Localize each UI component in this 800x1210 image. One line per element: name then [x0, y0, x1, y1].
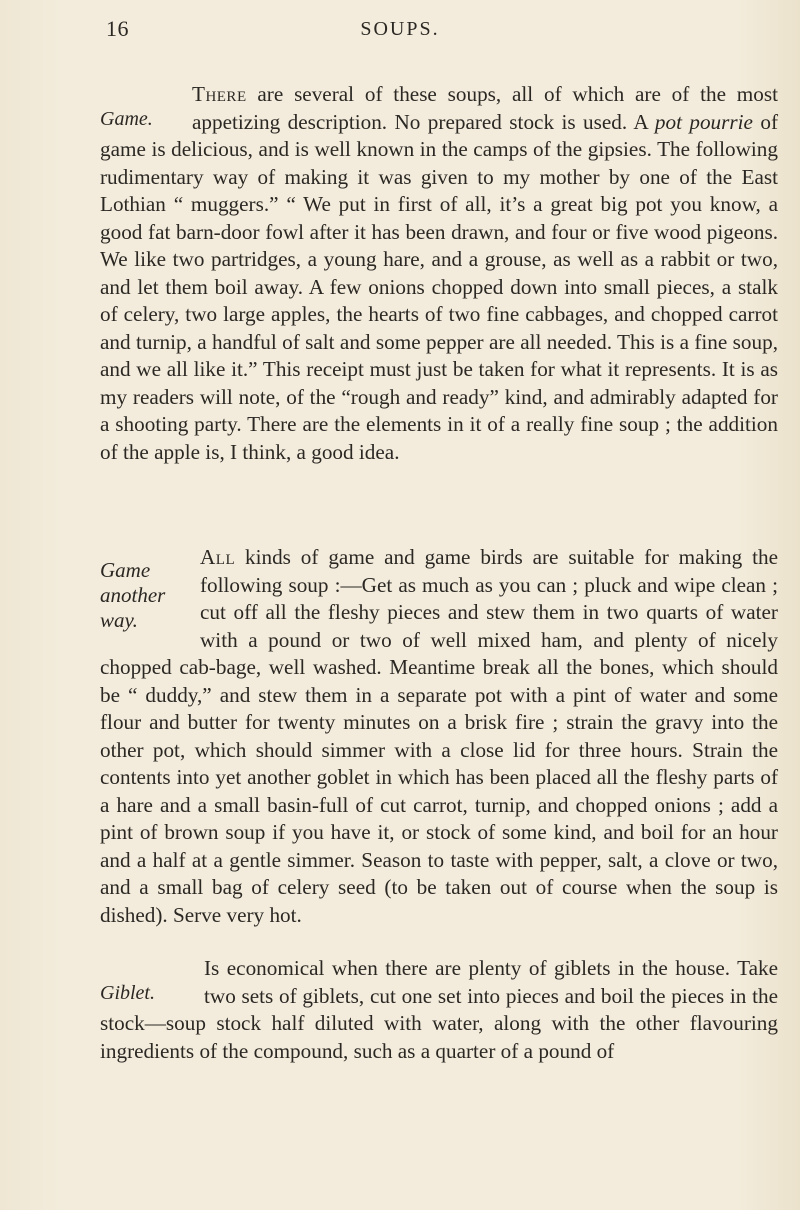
running-head: SOUPS. [360, 18, 440, 40]
section-game [100, 81, 778, 466]
paragraph-game [100, 81, 778, 466]
paragraph-text: Is economical when there are plenty of giblets in the house. Take two sets of giblets, cut one set into pieces and boil the pieces in the stock—soup stock half diluted with water, along with the other flavouring ingredients of the compound, such as a quarter of a pound of [100, 956, 778, 1063]
paragraph-game-another-way [100, 544, 778, 929]
sidenote-game-another-way: Game another way. [100, 558, 166, 632]
section-game-another-way [100, 544, 778, 929]
page-number: 16 [106, 16, 129, 41]
section-giblet [100, 955, 778, 1065]
paragraph-giblet [100, 955, 778, 1065]
lead-word: All [200, 545, 236, 569]
paragraph-text: kinds of game and game birds are suitable for making the following soup :—Get as much as you can ; pluck and wipe clean ; cut off all the fleshy pieces and stew them in two quarts of water with a pound or two of well mixed ham, and plenty of nicely chopped cab-bage, well washed. Meantime break all the bones, which should be “ duddy,” and stew them in a separate pot with a pint of water and some flour and butter for twenty minutes on a brisk fire ; strain the gravy into the other pot, which should simmer with a close lid for three hours. Strain the contents into yet another goblet in which has been placed all the fleshy parts of a hare and a small basin-full of cut carrot, turnip, and chopped onions ; add a pint of brown soup if you have it, or stock of some kind, and boil for an hour and a half at a gentle simmer. Season to taste with pepper, salt, a clove or two, and a small bag of celery seed (to be taken out of course when the soup is dished). Serve very hot. [100, 545, 778, 927]
page-header [0, 6, 800, 50]
italic-phrase: pot pourrie [654, 109, 753, 134]
sidenote-giblet: Giblet. [100, 982, 155, 1004]
sidenote-game: Game. [100, 108, 153, 130]
paragraph-text: of game is delicious, and is well known in the camps of the gipsies. The following rudimentary way of making it was given to my mother by one of the East Lothian “ muggers.” “ We put in first of all, it’s a great big pot you know, a good fat barn-door fowl after it has been drawn, and four or five wood pigeons. We like two partridges, a young hare, and a grouse, as well as a rabbit or two, and let them boil away. A few onions chopped down into small pieces, a stalk of celery, two large apples, the hearts of two fine cabbages, and chopped carrot and turnip, a handful of salt and some pepper are all needed. This is a fine soup, and we all like it.” This receipt must just be taken for what it represents. It is as my readers will note, of the “rough and ready” kind, and admirably adapted for a shooting party. There are the elements in it of a really fine soup ; the addition of the apple is, I think, a good idea. [100, 109, 778, 464]
paragraph-text: are several of these soups, all of which are of the most appetizing description. No prepared stock is used. A [192, 82, 778, 134]
lead-word: There [192, 82, 247, 106]
